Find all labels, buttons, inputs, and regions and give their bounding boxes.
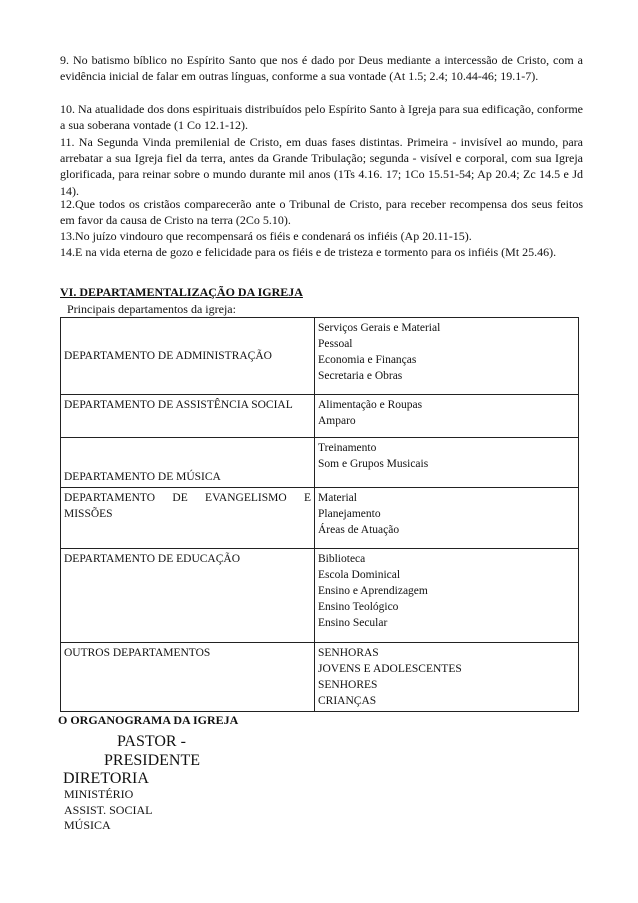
department-items [315,395,579,438]
department-item: Escola Dominical [318,569,401,581]
organogram-item: MINISTÉRIO [64,787,134,801]
department-item: Secretaria e Obras [318,370,403,382]
department-item: Material [318,492,357,504]
department-name-text: DEPARTAMENTO DE EVANGELISMO E MISSÕES [64,492,311,520]
table-row [61,438,579,488]
department-item: Pessoal [318,338,353,350]
table-row [61,488,579,549]
organogram-title: O ORGANOGRAMA DA IGREJA [58,713,239,727]
table-row [61,549,579,643]
department-item: Planejamento [318,508,381,520]
organogram-diretoria: DIRETORIA [63,770,149,787]
table-row [61,318,579,395]
department-items [315,318,579,395]
department-item: Amparo [318,415,356,427]
table-row [61,395,579,438]
department-name [61,549,315,643]
department-items [315,549,579,643]
department-item: JOVENS E ADOLESCENTES [318,663,462,675]
paragraph-12: 12.Que todos os cristãos comparecerão ante o Tribunal de Cristo, para receber recompensa dos seus feitos em favor da causa de Cristo na terra (2Co 5.10). [60,197,583,228]
department-name-text: DEPARTAMENTO DE MÚSICA [64,471,221,483]
paragraph-14: 14.E na vida eterna de gozo e felicidade para os fiéis e de tristeza e tormento para os infiéis (Mt 25.46). [60,245,557,259]
department-item: Alimentação e Roupas [318,399,423,411]
department-item: Economia e Finanças [318,354,417,366]
organogram-presidente: PRESIDENTE [104,752,200,769]
department-item: Ensino Secular [318,617,388,629]
department-name-text: DEPARTAMENTO DE EDUCAÇÃO [64,553,241,565]
organogram-pastor: PASTOR - [117,733,186,750]
department-items [315,438,579,488]
department-item: SENHORAS [318,647,379,659]
paragraph-11: 11. Na Segunda Vinda premilenial de Cristo, em duas fases distintas. Primeira - invisível ao mundo, para arrebatar a sua Igreja fiel da terra, antes da Grande Tribulação; segunda - visível e corporal, com sua Igreja glorificada, para reinar sobre o mundo durante mil anos (1Ts 4.16. 17; 1Co 15.51-54; Ap 20.4; Zc 14.5 e Jd 14). [60,135,583,198]
department-items [315,488,579,549]
department-name-text: DEPARTAMENTO DE ASSISTÊNCIA SOCIAL [64,399,293,411]
departments-table [60,317,579,712]
paragraph-9: 9. No batismo bíblico no Espírito Santo que nos é dado por Deus mediante a intercessão de Cristo, com a evidência inicial de falar em outras línguas, conforme a sua vontade (At 1.5; 2.4; 10.44-46; 19.1-7). [60,53,583,84]
department-name [61,643,315,712]
department-item: Treinamento [318,442,377,454]
department-name [61,438,315,488]
department-items [315,643,579,712]
department-item: Biblioteca [318,553,366,565]
department-item: Ensino Teológico [318,601,399,613]
department-name [61,395,315,438]
section-heading: VI. DEPARTAMENTALIZAÇÃO DA IGREJA [60,285,303,299]
department-item: Ensino e Aprendizagem [318,585,428,597]
organogram-item: MÚSICA [64,818,111,832]
department-name [61,488,315,549]
department-item: SENHORES [318,679,378,691]
paragraph-13: 13.No juízo vindouro que recompensará os fiéis e condenará os infiéis (Ap 20.11-15). [60,229,472,243]
department-item: Serviços Gerais e Material [318,322,441,334]
department-name [61,318,315,395]
department-item: CRIANÇAS [318,695,377,707]
paragraph-10: 10. Na atualidade dos dons espirituais distribuídos pelo Espírito Santo à Igreja para sua edificação, conforme a sua soberana vontade (1 Co 12.1-12). [60,102,583,133]
department-name-text: OUTROS DEPARTAMENTOS [64,647,211,659]
section-subheading: Principais departamentos da igreja: [67,302,236,316]
department-item: Som e Grupos Musicais [318,458,429,470]
department-name-text: DEPARTAMENTO DE ADMINISTRAÇÃO [64,350,272,362]
department-item: Áreas de Atuação [318,524,400,536]
table-row [61,643,579,712]
organogram-item: ASSIST. SOCIAL [64,803,153,817]
